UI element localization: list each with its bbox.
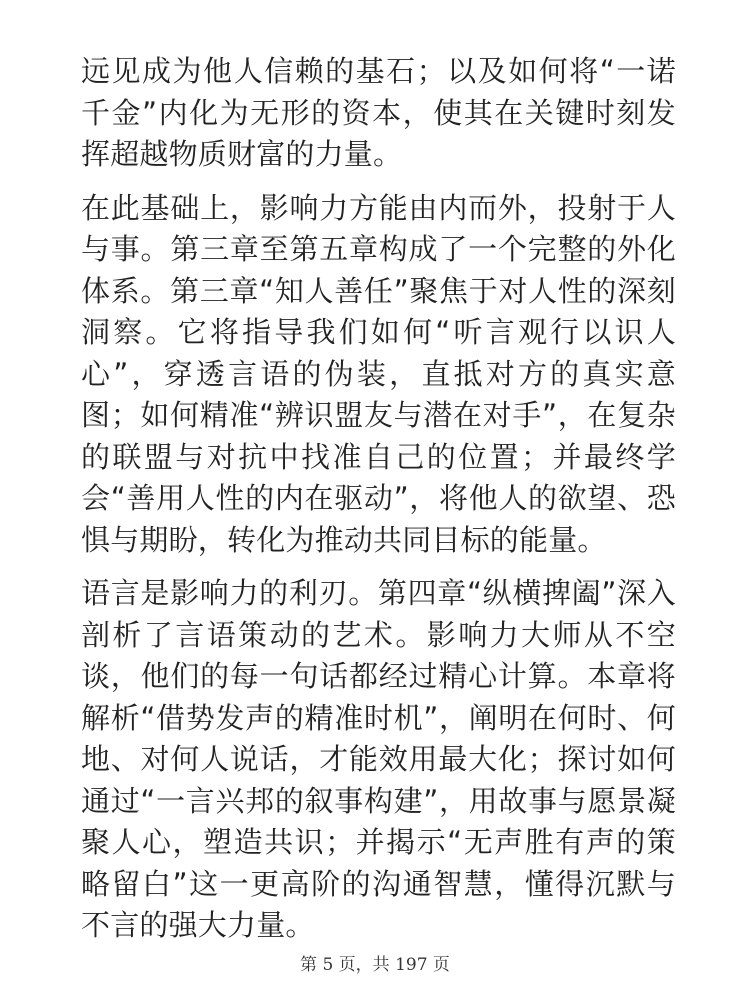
paragraph-2: 在此基础上，影响力方能由内而外，投射于人与事。第三章至第五章构成了一个完整的外化体系。第三章“知人善任”聚焦于对人性的深刻洞察。它将指导我们如何“听言观行以识人心”，穿透言语的伪装，直抵对方的真实意图；如何精准“辨识盟友与潜在对手”，在复杂的联盟与对抗中找准自己的位置；并最终学会“善用人性的内在驱动”，将他人的欲望、恐惧与期盼，转化为推动共同目标的能量。 <box>81 190 676 557</box>
paragraph-1: 远见成为他人信赖的基石；以及如何将“一诺千金”内化为无形的资本，使其在关键时刻发挥超越物质财富的力量。 <box>81 54 676 171</box>
paragraph-3: 语言是影响力的利刃。第四章“纵横捭阖”深入剖析了言语策动的艺术。影响力大师从不空谈，他们的每一句话都经过精心计算。本章将解析“借势发声的精准时机”，阐明在何时、何地、对何人说话，才能效用最大化；探讨如何通过“一言兴邦的叙事构建”，用故事与愿景凝聚人心，塑造共识；并揭示“无声胜有声的策略留白”这一更高阶的沟通智慧，懂得沉默与不言的强大力量。 <box>81 576 676 942</box>
page-number-footer: 第 5 页，共 197 页 <box>300 955 450 975</box>
document-body <box>81 51 676 959</box>
